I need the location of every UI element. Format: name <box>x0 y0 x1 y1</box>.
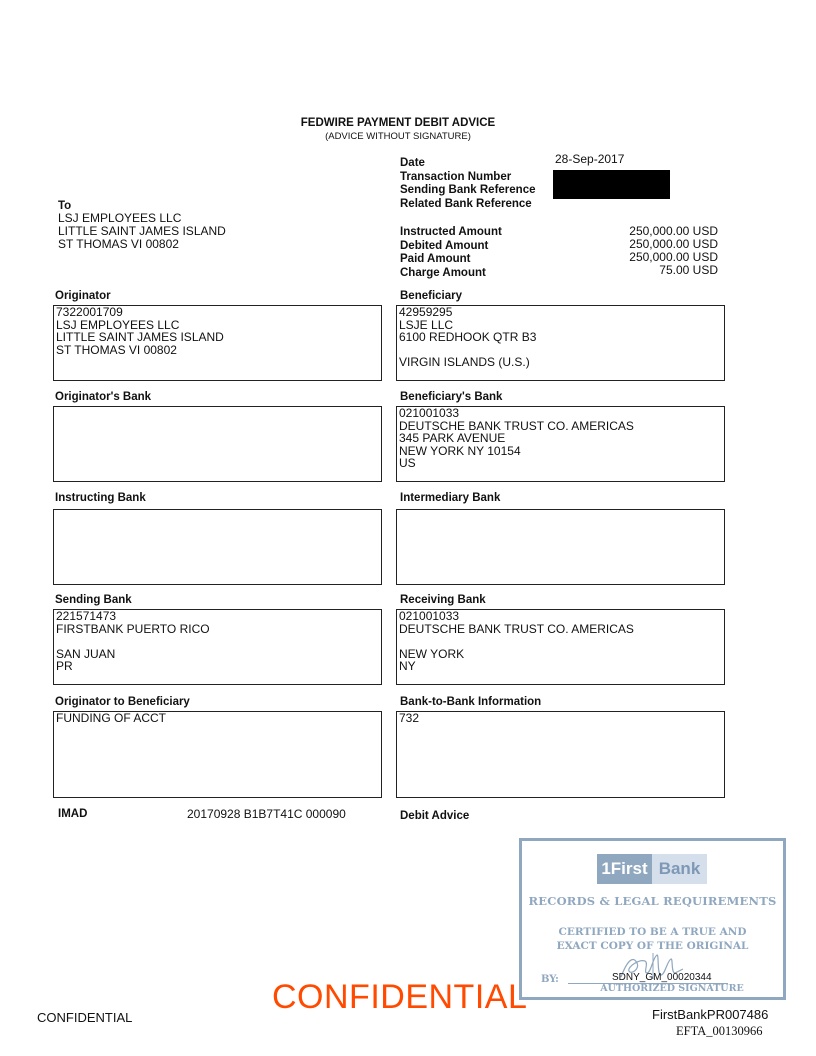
logo-left-text: 1First <box>597 854 652 884</box>
originator-line: LSJ EMPLOYEES LLC <box>56 317 180 332</box>
bank-to-bank-label: Bank-to-Bank Information <box>400 696 542 708</box>
imad-label: IMAD <box>58 808 88 820</box>
sending-bank-label: Sending Bank <box>55 594 132 606</box>
originator-to-beneficiary-box <box>53 711 382 798</box>
transaction-number-label: Transaction Number <box>400 170 512 183</box>
confidential-watermark: CONFIDENTIAL <box>272 978 528 1016</box>
beneficiary-line: 6100 REDHOOK QTR B3 <box>399 330 537 344</box>
receiving-bank-label: Receiving Bank <box>400 594 486 606</box>
beneficiary-label: Beneficiary <box>400 290 463 302</box>
receiving-bank-line: 021001033 <box>399 609 460 623</box>
amount-labels <box>400 226 502 280</box>
to-address <box>58 212 226 251</box>
beneficiarys-bank-label: Beneficiary's Bank <box>400 391 503 403</box>
originators-bank-label: Originator's Bank <box>55 391 152 403</box>
firstbank-logo <box>597 854 707 884</box>
date-value: 28-Sep-2017 <box>555 152 625 166</box>
beneficiary-line: 42959295 <box>399 305 453 319</box>
debited-amount-label: Debited Amount <box>400 239 489 252</box>
beneficiarys-bank-line: 021001033 <box>399 406 460 420</box>
to-line: LSJ EMPLOYEES LLC <box>58 211 182 225</box>
beneficiary-line: VIRGIN ISLANDS (U.S.) <box>399 355 530 369</box>
beneficiarys-bank-line: NEW YORK NY 10154 <box>399 443 521 458</box>
to-line: ST THOMAS VI 00802 <box>58 237 179 251</box>
beneficiarys-bank-box <box>396 406 725 482</box>
receiving-bank-line: DEUTSCHE BANK TRUST CO. AMERICAS <box>399 621 634 636</box>
imad-value: 20170928 B1B7T41C 000090 <box>187 807 346 821</box>
efta-number: EFTA_00130966 <box>676 1024 763 1038</box>
instructed-amount-value: 250,000.00 USD <box>629 224 718 238</box>
originator-line: ST THOMAS VI 00802 <box>56 342 177 357</box>
originator-to-beneficiary-line: FUNDING OF ACCT <box>56 711 166 725</box>
beneficiarys-bank-line: DEUTSCHE BANK TRUST CO. AMERICAS <box>399 418 634 433</box>
sending-bank-line: PR <box>56 659 73 673</box>
authorized-signature-label: AUTHORIZED SIGNATURE <box>600 983 744 994</box>
debited-amount-value: 250,000.00 USD <box>629 237 718 251</box>
originators-bank-box <box>53 406 382 482</box>
originator-line: 7322001709 <box>56 305 123 319</box>
debit-advice-label: Debit Advice <box>400 810 470 822</box>
stamp-by-label: BY: <box>541 974 559 985</box>
certification-stamp <box>519 838 786 1000</box>
instructing-bank-label: Instructing Bank <box>55 492 146 504</box>
charge-amount-value: 75.00 USD <box>659 263 718 277</box>
related-bank-reference-label: Related Bank Reference <box>400 197 532 210</box>
sending-bank-line: SAN JUAN <box>56 646 116 661</box>
instructed-amount-label: Instructed Amount <box>400 226 502 238</box>
confidential-footer: CONFIDENTIAL <box>37 1010 133 1025</box>
amount-values <box>560 225 718 277</box>
paid-amount-label: Paid Amount <box>400 253 471 265</box>
intermediary-bank-box <box>396 509 725 585</box>
receiving-bank-line: NY <box>399 659 416 673</box>
receiving-bank-box <box>396 609 725 685</box>
document-title: FEDWIRE PAYMENT DEBIT ADVICE <box>300 117 496 129</box>
originator-line: LITTLE SAINT JAMES ISLAND <box>56 330 224 344</box>
sending-bank-line <box>54 635 381 648</box>
sending-bank-reference-label: Sending Bank Reference <box>400 184 536 196</box>
beneficiarys-bank-line: US <box>399 456 416 470</box>
originator-to-beneficiary-label: Originator to Beneficiary <box>55 696 190 708</box>
production-number: FirstBankPR007486 <box>652 1007 769 1022</box>
sending-bank-box <box>53 609 382 685</box>
beneficiarys-bank-line: 345 PARK AVENUE <box>399 431 506 445</box>
bank-to-bank-box <box>396 711 725 798</box>
bank-to-bank-line: 732 <box>399 711 420 725</box>
receiving-bank-line: NEW YORK <box>399 646 465 661</box>
to-label: To <box>58 200 72 212</box>
paid-amount-value: 250,000.00 USD <box>629 250 718 264</box>
bates-number: SDNY_GM_00020344 <box>612 972 712 983</box>
sending-bank-line: FIRSTBANK PUERTO RICO <box>56 621 210 636</box>
intermediary-bank-label: Intermediary Bank <box>400 492 501 504</box>
redaction-block <box>553 170 670 199</box>
meta-labels <box>400 157 535 211</box>
logo-right-text: Bank <box>652 854 707 884</box>
date-label: Date <box>400 157 425 169</box>
stamp-exact-copy-line: EXACT COPY OF THE ORIGINAL <box>556 940 749 952</box>
instructing-bank-box <box>53 509 382 585</box>
stamp-records-line: RECORDS & LEGAL REQUIREMENTS <box>528 894 777 908</box>
beneficiary-box <box>396 305 725 381</box>
originator-label: Originator <box>55 290 111 302</box>
beneficiary-line: LSJE LLC <box>399 317 454 332</box>
originator-box <box>53 305 382 381</box>
stamp-certified-line: CERTIFIED TO BE A TRUE AND <box>558 926 747 938</box>
receiving-bank-line <box>397 635 724 648</box>
charge-amount-label: Charge Amount <box>400 266 486 279</box>
to-line: LITTLE SAINT JAMES ISLAND <box>58 224 226 238</box>
document-subtitle: (ADVICE WITHOUT SIGNATURE) <box>325 131 471 142</box>
sending-bank-line: 221571473 <box>56 609 117 623</box>
